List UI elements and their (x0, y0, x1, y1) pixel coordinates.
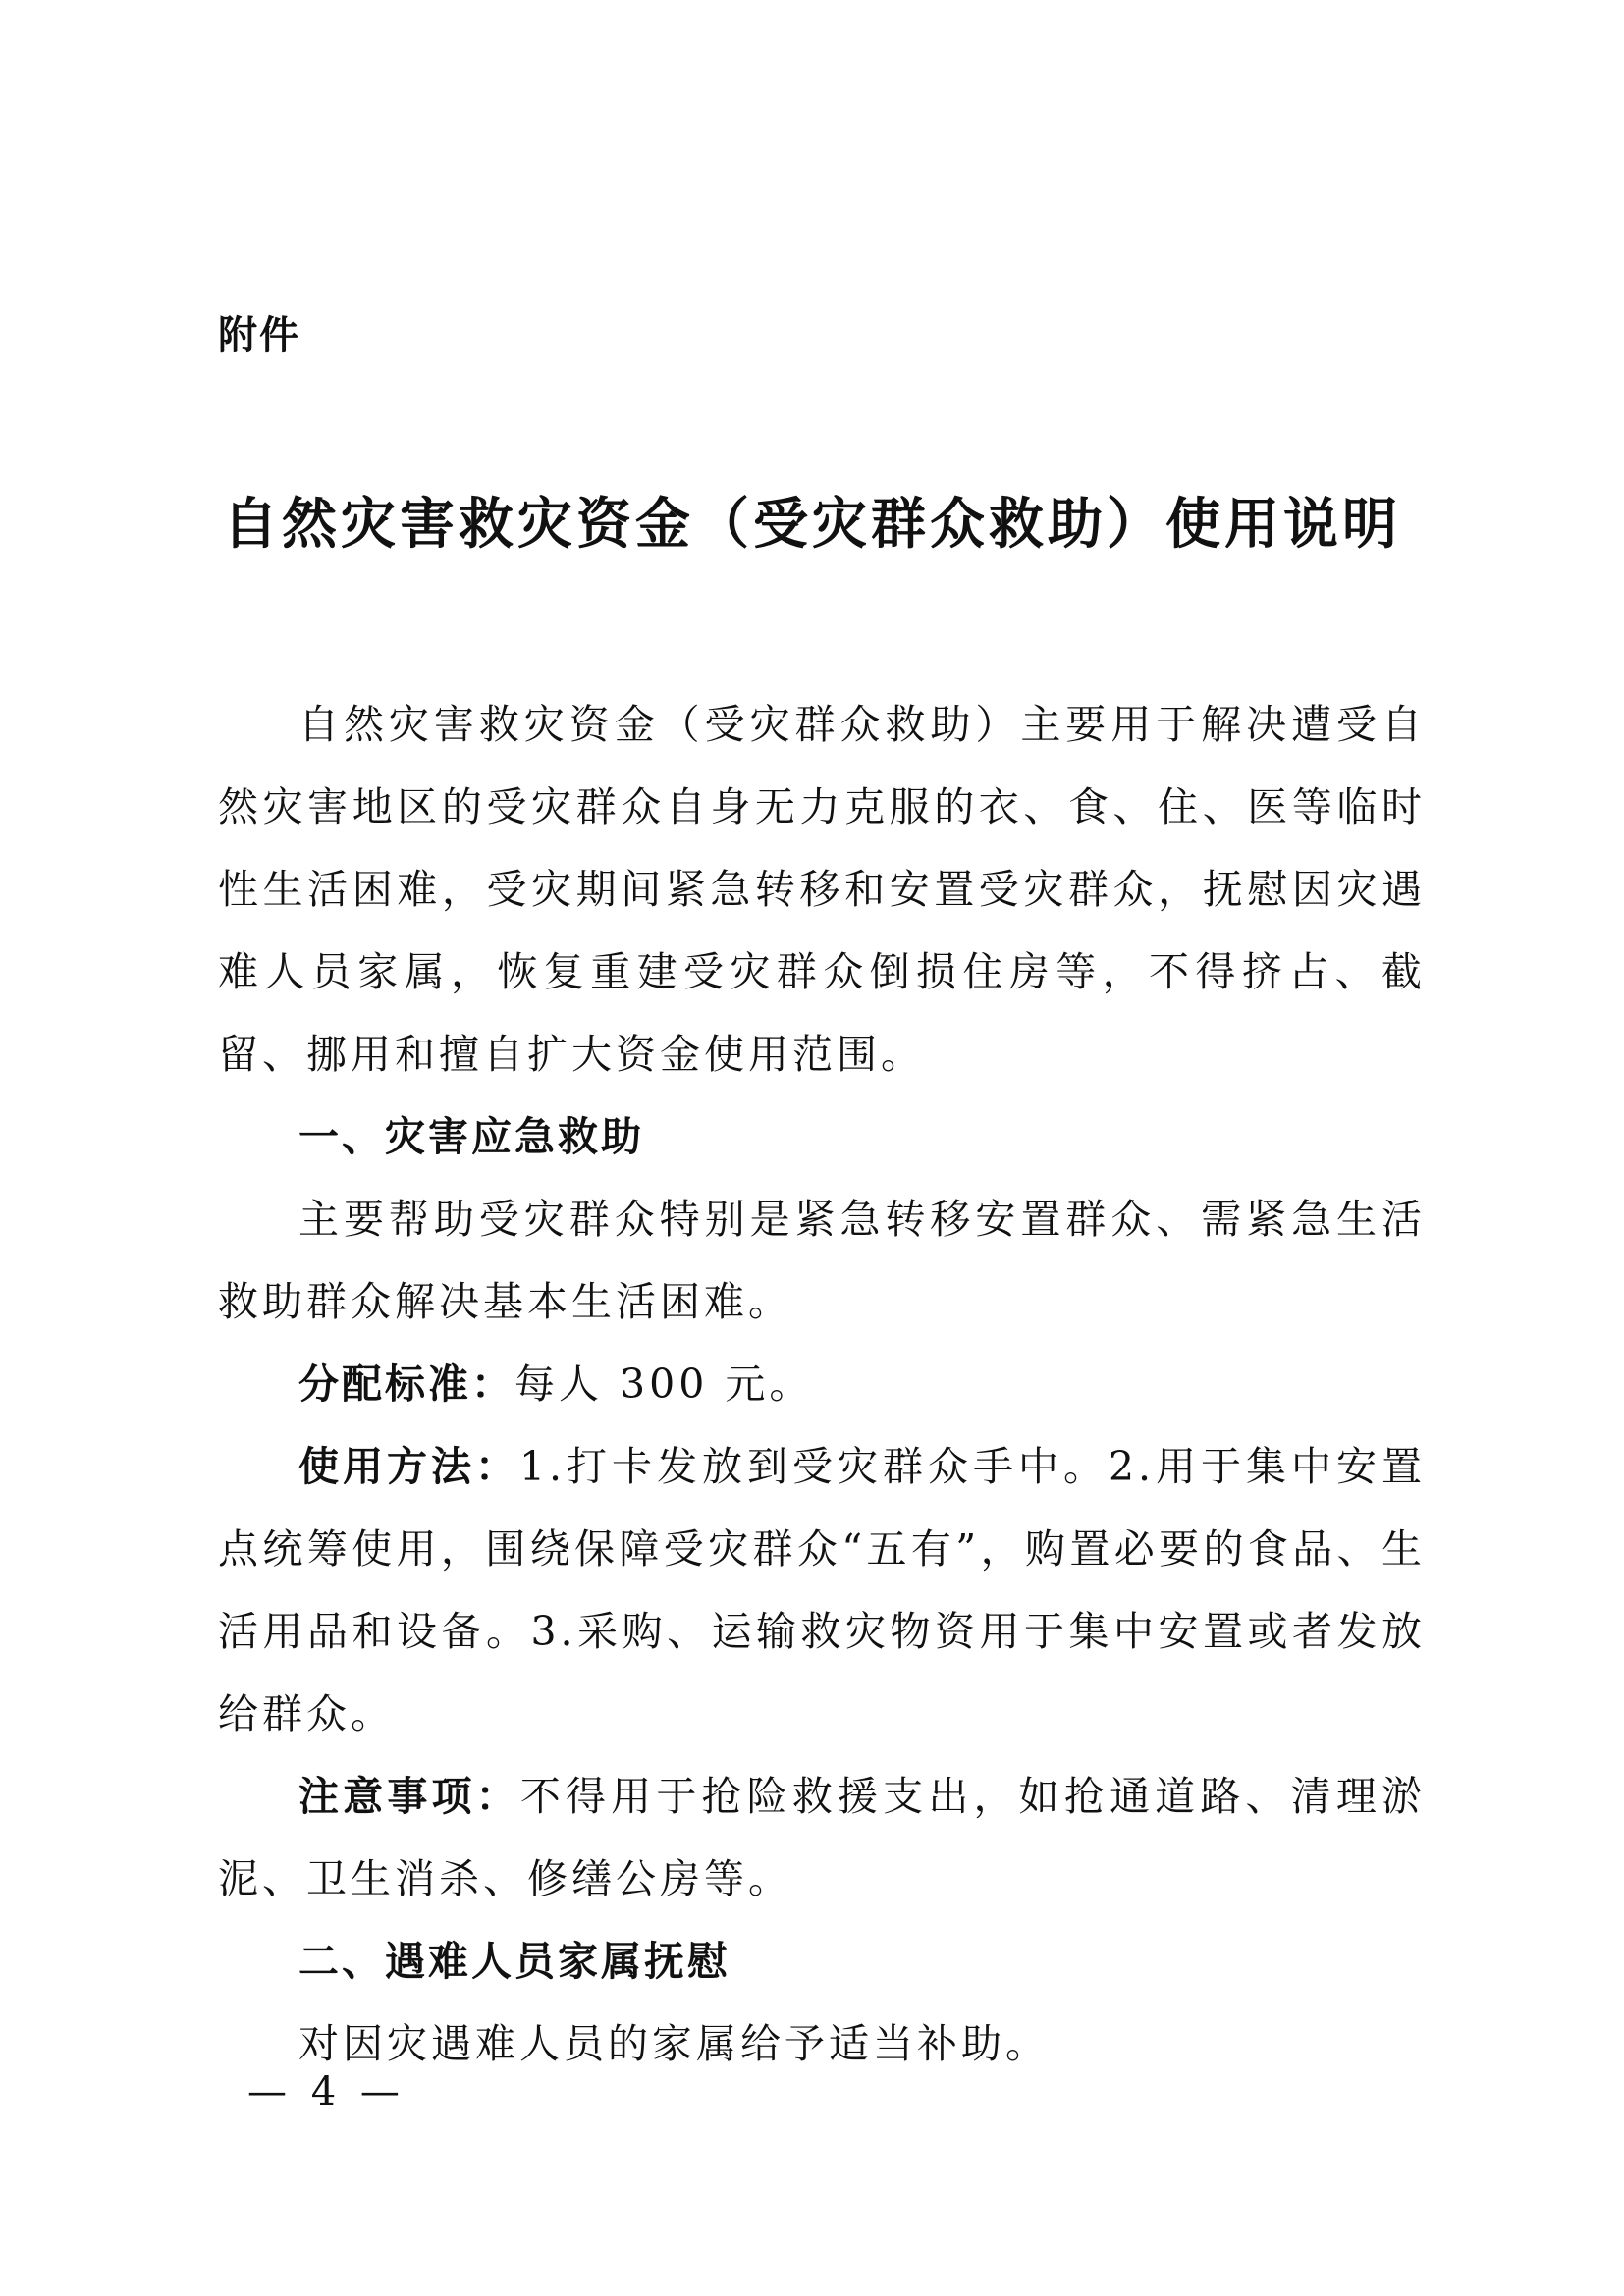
method-label: 使用方法： (298, 1443, 519, 1490)
page-number: — 4 — (247, 2069, 406, 2114)
intro-paragraph: 自然灾害救灾资金（受灾群众救助）主要用于解决遭受自然灾害地区的受灾群众自身无力克服的衣、食、住、医等临时性生活困难，受灾期间紧急转移和安置受灾群众，抚慰因灾遇难人员家属，恢复重建受灾群众倒损住房等，不得挤占、截留、挪用和擅自扩大资金使用范围。 (218, 701, 1426, 1078)
section2-heading: 二、遇难人员家属抚慰 (298, 1938, 731, 1985)
method-text: 1.打卡发放到受灾群众手中。2.用于集中安置点统筹使用，围绕保障受灾群众“五有”，购置必要的食品、生活用品和设备。3.采购、运输救灾物资用于集中安置或者发放给群众。 (218, 1443, 1427, 1737)
document-body (218, 683, 1426, 2085)
attachment-label: 附件 (218, 313, 300, 358)
section1-description: 主要帮助受灾群众特别是紧急转移安置群众、需紧急生活救助群众解决基本生活困难。 (218, 1196, 1426, 1325)
section1-standard (218, 1343, 1426, 1425)
section2-description: 对因灾遇难人员的家属给予适当补助。 (298, 2020, 1050, 2067)
section1-method (218, 1425, 1426, 1755)
standard-label: 分配标准： (298, 1361, 514, 1408)
standard-text: 每人 300 元。 (514, 1361, 814, 1408)
notes-label: 注意事项： (298, 1773, 520, 1820)
section1-heading: 一、灾害应急救助 (298, 1113, 644, 1160)
section1-notes (218, 1755, 1426, 1920)
notes-text: 不得用于抢险救援支出，如抢通道路、清理淤泥、卫生消杀、修缮公房等。 (218, 1773, 1427, 1902)
document-title: 自然灾害救灾资金（受灾群众救助）使用说明 (223, 493, 1401, 557)
